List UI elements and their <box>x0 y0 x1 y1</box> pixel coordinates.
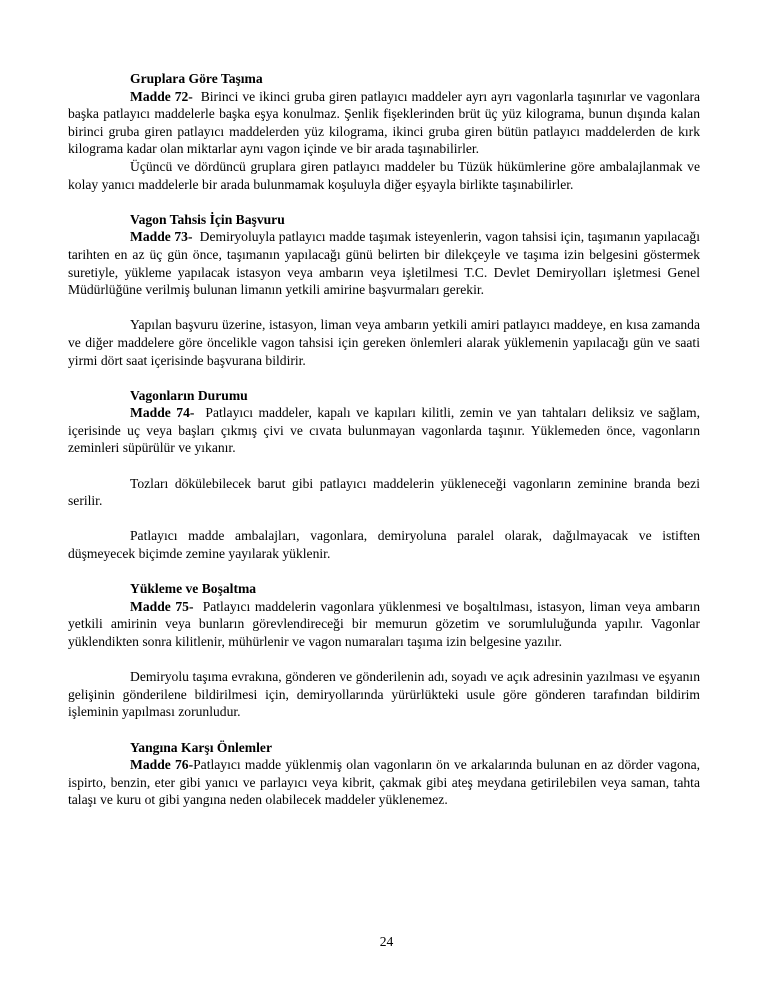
section-madde-72 <box>68 70 700 193</box>
section-heading: Gruplara Göre Taşıma <box>130 71 263 86</box>
section-madde-73 <box>68 211 700 369</box>
article-text: Patlayıcı maddelerin vagonlara yüklenmesi ve boşaltılması, istasyon, liman veya ambarın yetkili amirinin veya bunların görevlendireceği bir memurun gözetim ve sorumluluğunda yapılır. Vagonlar yüklendikten sonra kilitlenir, mühürlenir ve vagon numaraları taşıma izin belgesine yazılır. <box>68 598 700 649</box>
paragraph: Tozları dökülebilecek barut gibi patlayıcı maddelerin yükleneceği vagonların zeminine branda bezi serilir. <box>68 475 700 509</box>
article-text: Patlayıcı madde yüklenmiş olan vagonların ön ve arkalarında bulunan en az dörder vagona, ispirto, benzin, eter gibi yanıcı ve parlayıcı veya kibrit, çakmak gibi ateş meydana getirilebilen veya saman, tahta talaşı ve kuru ot gibi yangına neden olabilecek maddeler yüklenemez. <box>68 757 700 808</box>
article-paragraph <box>68 404 700 457</box>
article-number: Madde 76- <box>130 757 194 773</box>
paragraph: Yapılan başvuru üzerine, istasyon, liman veya ambarın yetkili amiri patlayıcı maddeye, en kısa zamanda ve diğer maddelere göre öncelikle vagon tahsisi için gereken önlemleri alarak yüklemenin yapılacağı gün ve saati yirmi dört saat içerisinde başvurana bildirir. <box>68 317 700 368</box>
article-number: Madde 72- <box>130 88 193 104</box>
section-madde-74 <box>68 387 700 563</box>
article-paragraph <box>68 756 700 809</box>
section-heading: Vagonların Durumu <box>130 387 248 403</box>
paragraph: Demiryolu taşıma evrakına, gönderen ve gönderilenin adı, soyadı ve açık adresinin yazılması ve eşyanın gelişinin gönderilene bildirilmesi için, demiryollarında yürürlükteki usule göre gönderen tarafından bildirim işleminin yapılması zorunludur. <box>68 669 700 720</box>
article-paragraph <box>68 88 700 158</box>
document-body <box>68 70 700 809</box>
article-text: Patlayıcı maddeler, kapalı ve kapıları kilitli, zemin ve yan tahtaları deliksiz ve sağlam, içerisinde uç veya başları çıkmış çivi ve cıvata bulunmayan vagonlarda taşınır. Yüklemeden önce, vagonların zeminleri süpürülür ve yıkanır. <box>68 405 700 456</box>
section-heading: Yükleme ve Boşaltma <box>130 581 257 597</box>
article-text: Demiryoluyla patlayıcı madde taşımak isteyenlerin, vagon tahsisi için, taşımanın yapılacağı tarihten en az üç gün önce, taşımanın yapılacağı günü belirten bir dilekçeyle ve taşıma izin belgesini göstermek suretiyle, yükleme yapılacak istasyon veya ambarın veya işletilmesi T.C. Devlet Demiryolları işletmesi Genel Müdürlüğüne verilmiş bulunan limanın yetkili amirine başvurmaları gerekir. <box>68 229 700 298</box>
section-heading: Vagon Tahsis İçin Başvuru <box>130 211 285 227</box>
article-number: Madde 74- <box>130 405 195 421</box>
article-number: Madde 75- <box>130 598 194 614</box>
page-number: 24 <box>379 934 394 949</box>
article-paragraph <box>68 598 700 651</box>
section-madde-76 <box>68 739 700 809</box>
section-madde-75 <box>68 580 700 721</box>
article-text: Birinci ve ikinci gruba giren patlayıcı maddeler ayrı ayrı vagonlarla taşınırlar ve vagonlara başka patlayıcı maddelerle başka eşya konulmaz. Şenlik fişeklerinden brüt üç yüz kilograma, bunun dışında kalan birinci gruba giren patlayıcı maddelerden yüz kilograma, ikinci gruba giren bütün patlayıcı maddelerden de kırk kilograma kadar olan miktarlar aynı vagon içinde ve bir arada taşınabilirler. <box>68 88 701 157</box>
paragraph: Üçüncü ve dördüncü gruplara giren patlayıcı maddeler bu Tüzük hükümlerine göre ambalajlanmak ve kolay yanıcı maddelerle bir arada bulunmamak koşuluyla diğer eşyayla birlikte taşınabilirler. <box>68 158 700 192</box>
article-paragraph <box>68 228 700 298</box>
section-heading: Yangına Karşı Önlemler <box>130 739 272 755</box>
paragraph: Patlayıcı madde ambalajları, vagonlara, demiryoluna paralel olarak, dağılmayacak ve istiften düşmeyecek biçimde zemine yayılarak yüklenir. <box>68 528 700 562</box>
article-number: Madde 73- <box>130 229 193 245</box>
